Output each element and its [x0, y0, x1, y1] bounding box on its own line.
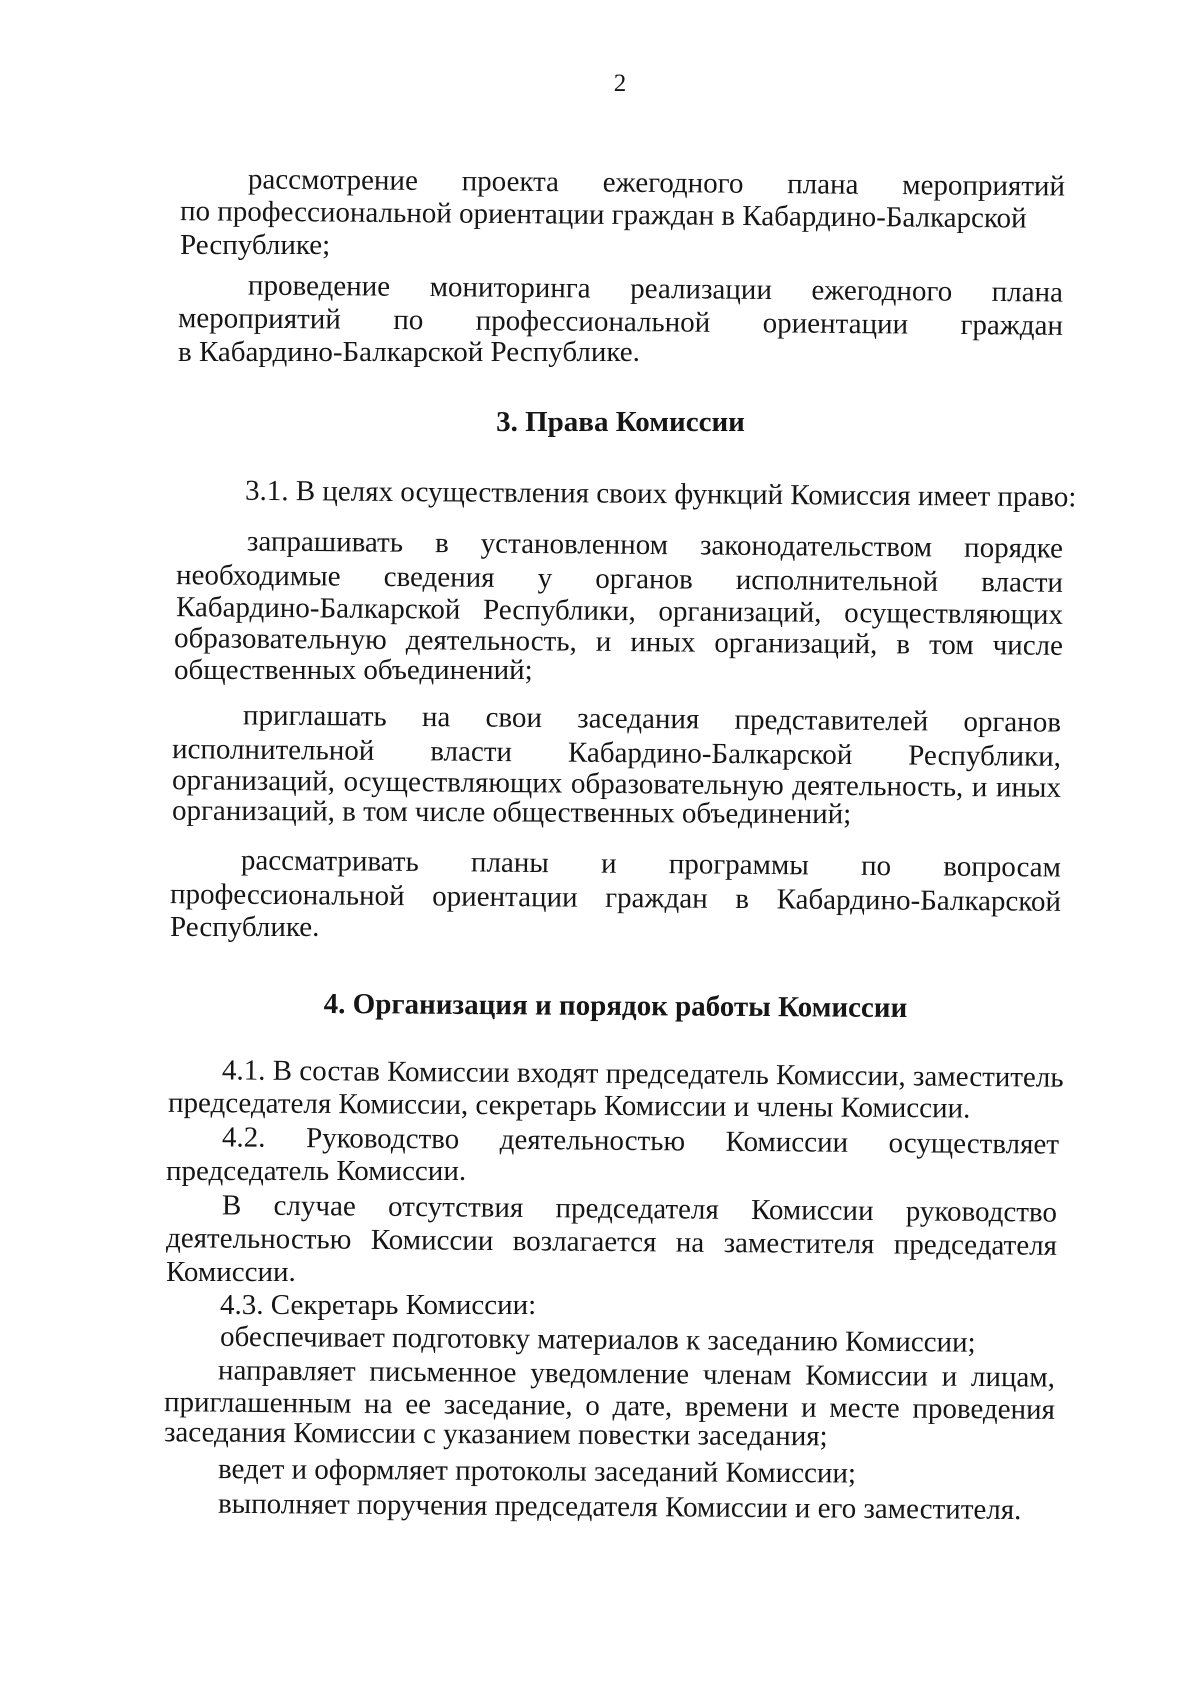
text-line: организаций, осуществляющих образовательную деятельность, и иных: [171, 764, 1062, 804]
text-line: приглашать на свои заседания представителей органов: [242, 699, 1062, 739]
text-line: 4.3. Секретарь Комиссии:: [220, 1289, 537, 1321]
text-line: председатель Комиссии.: [166, 1155, 467, 1187]
text-line: проведение мониторинга реализации ежегодного плана: [247, 269, 1064, 309]
text-line: 3.1. В целях осуществления своих функций Комиссия имеет право:: [244, 474, 1077, 514]
text-line: организаций, в том числе общественных объединений;: [171, 794, 852, 831]
text-line: рассмотрение проекта ежегодного плана мероприятий: [247, 163, 1066, 203]
text-line: профессиональной ориентации граждан в Кабардино-Балкарской: [169, 878, 1062, 918]
text-line: заседания Комиссии с указанием повестки заседания;: [163, 1416, 828, 1453]
text-line: Кабардино-Балкарской Республики, организаций, осуществляющих: [175, 591, 1064, 631]
text-line: запрашивать в установленном законодательством порядке: [246, 525, 1064, 565]
text-line: 4.2. Руководство деятельностью Комиссии осуществляет: [221, 1121, 1060, 1161]
text-line: направляет письменное уведомление членам Комиссии и лицам,: [217, 1354, 1056, 1394]
text-line: Комиссии.: [166, 1256, 296, 1288]
text-line: в Кабардино-Балкарской Республике.: [178, 336, 640, 368]
text-line: выполняет поручения председателя Комиссии и его заместителя.: [217, 1487, 1022, 1527]
text-line: приглашенным на ее заседание, о дате, времени и месте проведения: [163, 1386, 1056, 1426]
text-line: рассматривать планы и программы по вопросам: [240, 844, 1062, 884]
text-line: по профессиональной ориентации граждан в Кабардино-Балкарской: [179, 195, 1027, 235]
text-line: необходимые сведения у органов исполнительной власти: [175, 559, 1064, 599]
text-line: председателя Комиссии, секретарь Комиссии и члены Комиссии.: [167, 1086, 971, 1125]
text-line: обеспечивает подготовку материалов к заседанию Комиссии;: [219, 1320, 976, 1359]
text-line: 4.1. В состав Комиссии входят председатель Комиссии, заместитель: [221, 1054, 1064, 1094]
text-line: мероприятий по профессиональной ориентации граждан: [177, 302, 1064, 342]
text-line: В случае отсутствия председателя Комиссии руководство: [221, 1189, 1058, 1229]
text-line: Республике;: [180, 229, 331, 261]
text-line: исполнительной власти Кабардино-Балкарской Республики,: [171, 733, 1062, 773]
section-heading: 3. Права Комиссии: [496, 406, 745, 438]
section-heading: 4. Организация и порядок работы Комиссии: [323, 987, 908, 1025]
text-line: общественных объединений;: [174, 654, 533, 686]
text-line: Республике.: [170, 911, 320, 943]
text-line: образовательную деятельность, и иных организаций, в том числе: [173, 622, 1064, 662]
text-line: ведет и оформляет протоколы заседаний Комиссии;: [217, 1453, 857, 1490]
page-number: 2: [613, 70, 627, 97]
text-line: деятельностью Комиссии возлагается на заместителя председателя: [165, 1222, 1058, 1262]
